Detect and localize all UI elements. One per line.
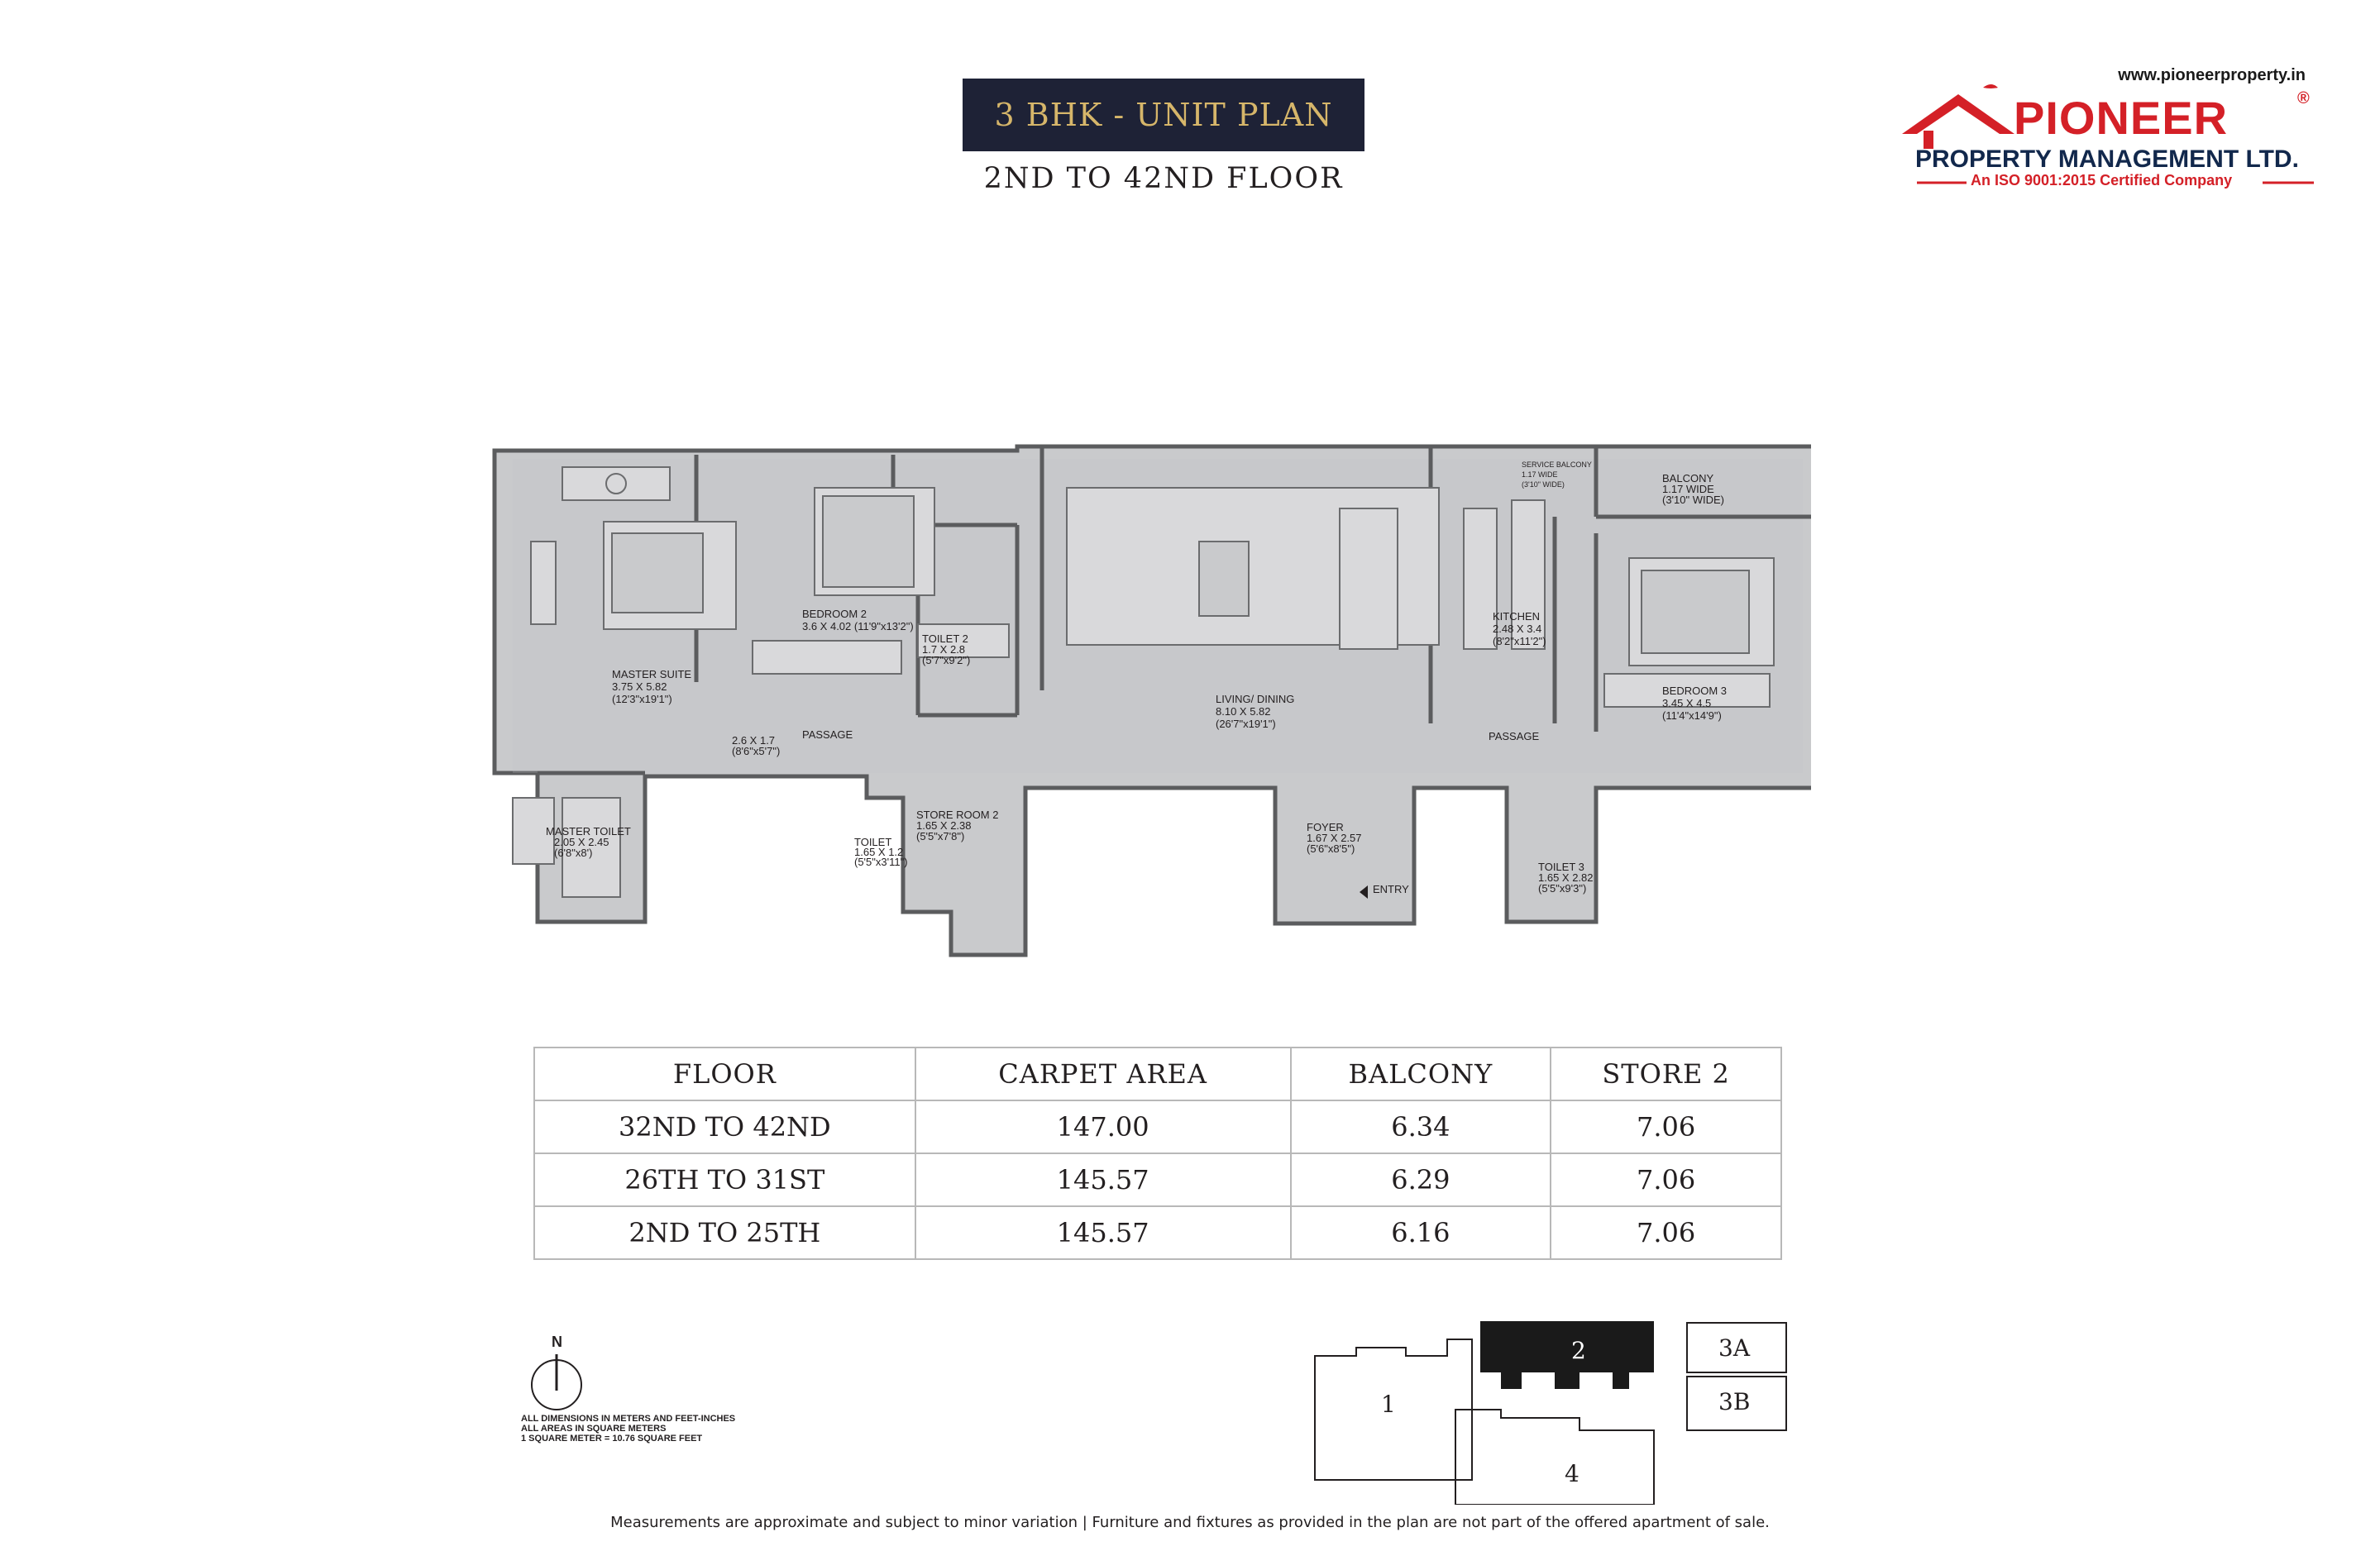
logo-iso: An ISO 9001:2015 Certified Company xyxy=(1971,172,2233,189)
svg-text:2.48 X 3.4: 2.48 X 3.4 xyxy=(1493,623,1542,635)
svg-text:3.6 X 4.02 (11'9"x13'2"): 3.6 X 4.02 (11'9"x13'2") xyxy=(802,620,914,632)
table-cell: 26TH TO 31ST xyxy=(534,1153,915,1206)
table-cell: 6.34 xyxy=(1291,1100,1551,1153)
page-title: 3 BHK - UNIT PLAN xyxy=(994,97,1333,133)
label-master-toilet: MASTER TOILET xyxy=(546,825,631,838)
table-header: FLOOR xyxy=(534,1048,915,1100)
table-cell: 147.00 xyxy=(915,1100,1291,1153)
logo-house-icon xyxy=(1894,79,2026,154)
label-service-balcony: SERVICE BALCONY xyxy=(1522,461,1592,469)
svg-text:(8'2"x11'2"): (8'2"x11'2") xyxy=(1493,635,1546,647)
svg-text:1.7 X 2.8: 1.7 X 2.8 xyxy=(922,643,966,656)
label-entry: ENTRY xyxy=(1373,883,1409,895)
table-cell: 7.06 xyxy=(1551,1153,1781,1206)
svg-text:(6'8"x8'): (6'8"x8') xyxy=(554,847,593,859)
table-cell: 32ND TO 42ND xyxy=(534,1100,915,1153)
svg-text:(3'10" WIDE): (3'10" WIDE) xyxy=(1662,494,1724,506)
note-line: ALL AREAS IN SQUARE METERS xyxy=(521,1424,667,1434)
north-arrow-icon xyxy=(525,1331,591,1414)
table-row xyxy=(534,1153,1781,1206)
key-unit-3a: 3A xyxy=(1718,1334,1751,1362)
svg-text:1.67 X 2.57: 1.67 X 2.57 xyxy=(1307,832,1362,844)
logo-name: PIONEER xyxy=(2014,92,2229,144)
table-row xyxy=(534,1206,1781,1259)
svg-text:(12'3"x19'1"): (12'3"x19'1") xyxy=(612,693,672,705)
label-bedroom-2: BEDROOM 2 xyxy=(802,608,867,620)
table-header-row xyxy=(534,1048,1781,1100)
footer-disclaimer: Measurements are approximate and subject to minor variation | Furniture and fixtures as provided in the plan are not part of the offered apartment of sale. xyxy=(610,1514,1770,1531)
svg-text:(3'10" WIDE): (3'10" WIDE) xyxy=(1522,480,1565,489)
table-header: BALCONY xyxy=(1291,1048,1551,1100)
svg-text:(5'6"x8'5"): (5'6"x8'5") xyxy=(1307,842,1355,855)
label-foyer: FOYER xyxy=(1307,821,1344,833)
label-passage-right: PASSAGE xyxy=(1489,730,1540,742)
label-passage-left: 2.6 X 1.7 xyxy=(732,734,776,747)
title-banner xyxy=(963,79,1364,151)
svg-text:(26'7"x19'1"): (26'7"x19'1") xyxy=(1216,718,1276,730)
table-row xyxy=(534,1100,1781,1153)
label-balcony: BALCONY xyxy=(1662,472,1714,484)
label-toilet-2: TOILET 2 xyxy=(922,632,968,645)
svg-text:(5'7"x9'2"): (5'7"x9'2") xyxy=(922,654,971,666)
svg-text:1.17 WIDE: 1.17 WIDE xyxy=(1662,483,1714,495)
label-bedroom-3: BEDROOM 3 xyxy=(1662,685,1728,697)
area-table xyxy=(533,1047,1782,1260)
table-header: STORE 2 xyxy=(1551,1048,1781,1100)
table-cell: 145.57 xyxy=(915,1153,1291,1206)
svg-text:1.17 WIDE: 1.17 WIDE xyxy=(1522,470,1558,479)
svg-text:1.65 X 1.2: 1.65 X 1.2 xyxy=(854,846,904,858)
svg-text:(8'6"x5'7"): (8'6"x5'7") xyxy=(732,745,781,757)
table-cell: 6.29 xyxy=(1291,1153,1551,1206)
table-header: CARPET AREA xyxy=(915,1048,1291,1100)
svg-text:1.65 X 2.82: 1.65 X 2.82 xyxy=(1538,871,1594,884)
svg-text:3.75 X 5.82: 3.75 X 5.82 xyxy=(612,680,667,693)
page-subtitle: 2ND TO 42ND FLOOR xyxy=(983,162,1344,195)
label-master-suite: MASTER SUITE xyxy=(612,668,692,680)
north-label: N xyxy=(552,1334,562,1350)
key-unit-2: 2 xyxy=(1571,1337,1586,1364)
logo-registered-mark: ® xyxy=(2297,89,2310,107)
svg-text:(5'5"x3'11"): (5'5"x3'11") xyxy=(854,856,908,868)
key-plan xyxy=(1298,1306,1811,1505)
svg-text:3.45 X 4.5: 3.45 X 4.5 xyxy=(1662,697,1712,709)
label-toilet: TOILET xyxy=(854,836,892,848)
svg-text:8.10 X 5.82: 8.10 X 5.82 xyxy=(1216,705,1271,718)
svg-text:(11'4"x14'9"): (11'4"x14'9") xyxy=(1662,709,1722,722)
label-living-dining: LIVING/ DINING xyxy=(1216,693,1295,705)
notes xyxy=(521,1414,735,1444)
label-passage: PASSAGE xyxy=(802,728,853,741)
table-cell: 6.16 xyxy=(1291,1206,1551,1259)
label-toilet-3: TOILET 3 xyxy=(1538,861,1584,873)
logo-url: www.pioneerproperty.in xyxy=(2118,66,2306,84)
label-store-room-2: STORE ROOM 2 xyxy=(916,809,999,821)
logo-company: PROPERTY MANAGEMENT LTD. xyxy=(1915,146,2299,173)
floor-plan xyxy=(488,409,1811,971)
label-kitchen: KITCHEN xyxy=(1493,610,1541,623)
svg-text:2.05 X 2.45: 2.05 X 2.45 xyxy=(554,836,609,848)
note-line: 1 SQUARE METER = 10.76 SQUARE FEET xyxy=(521,1434,703,1444)
svg-text:(5'5"x7'8"): (5'5"x7'8") xyxy=(916,830,965,842)
key-unit-4: 4 xyxy=(1565,1460,1579,1487)
table-cell: 7.06 xyxy=(1551,1206,1781,1259)
svg-text:1.65 X 2.38: 1.65 X 2.38 xyxy=(916,819,972,832)
table-cell: 2ND TO 25TH xyxy=(534,1206,915,1259)
key-unit-1: 1 xyxy=(1381,1391,1396,1418)
table-cell: 145.57 xyxy=(915,1206,1291,1259)
table-cell: 7.06 xyxy=(1551,1100,1781,1153)
key-unit-3b: 3B xyxy=(1718,1388,1751,1415)
svg-text:(5'5"x9'3"): (5'5"x9'3") xyxy=(1538,882,1587,895)
note-line: ALL DIMENSIONS IN METERS AND FEET-INCHES xyxy=(521,1414,736,1424)
